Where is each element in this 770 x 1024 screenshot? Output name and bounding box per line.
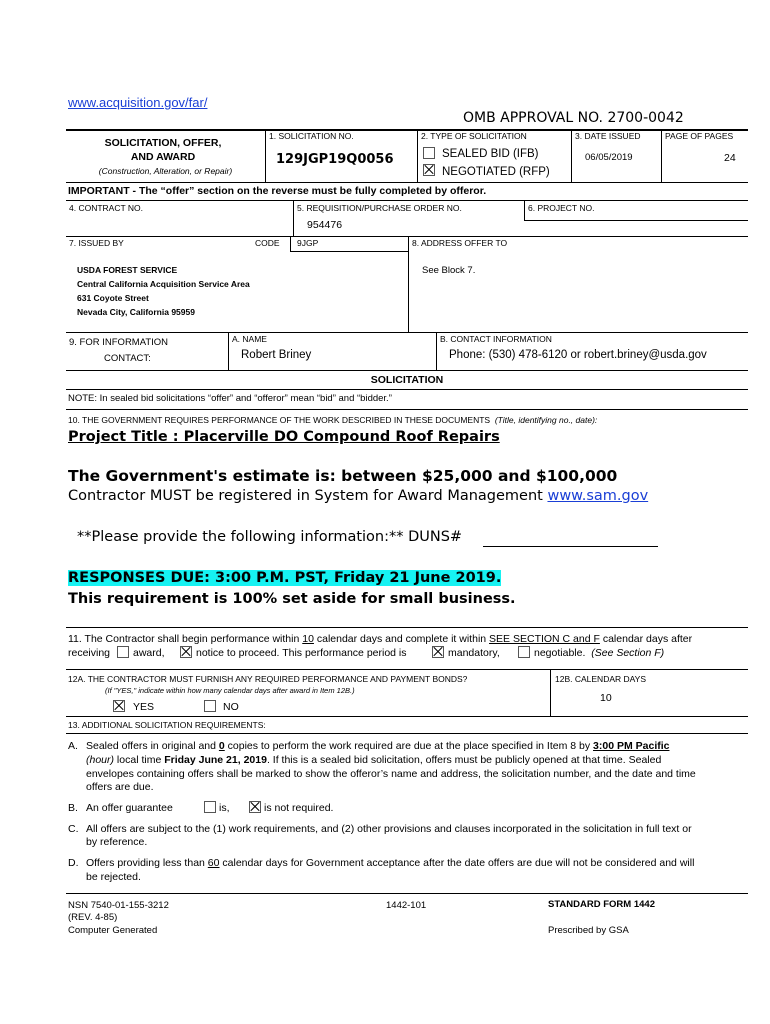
item-d-letter: D.: [68, 857, 79, 869]
item-d-days: 60: [207, 857, 220, 869]
award-label: award,: [133, 647, 165, 659]
bonds-yes-checkbox[interactable]: [113, 700, 125, 712]
divider: [66, 389, 748, 390]
divider: [228, 332, 229, 370]
guarantee-is-checkbox[interactable]: [204, 801, 216, 813]
negotiable-text: negotiable.: [534, 647, 586, 659]
box6-label: 6. PROJECT NO.: [528, 203, 595, 213]
box12a-sublabel: (If "YES," indicate within how many calendar days after award in Item 12B.): [105, 686, 355, 695]
solicitation-heading: SOLICITATION: [370, 374, 444, 386]
item-a-letter: A.: [68, 740, 78, 752]
address-offer-to: See Block 7.: [422, 265, 476, 276]
box13-label: 13. ADDITIONAL SOLICITATION REQUIREMENTS:: [68, 720, 266, 730]
negotiable-checkbox[interactable]: [518, 646, 530, 658]
issuer-line1: USDA FOREST SERVICE: [77, 265, 178, 275]
item-a-date: Friday June 21, 2019: [164, 754, 267, 766]
bonds-yes-label: YES: [133, 701, 155, 713]
divider: [661, 129, 662, 182]
negotiable-label: [534, 647, 664, 659]
sealed-bid-checkbox[interactable]: [423, 147, 435, 159]
sam-link[interactable]: www.sam.gov: [547, 488, 649, 504]
form-title-line1: SOLICITATION, OFFER,: [104, 137, 222, 149]
project-title: Project Title : Placerville DO Compound Roof Repairs: [68, 429, 500, 445]
box8-label: 8. ADDRESS OFFER TO: [412, 238, 508, 248]
pages-label: PAGE OF PAGES: [665, 131, 734, 141]
item-d-text1: Offers providing less than: [86, 857, 208, 869]
box10-label-italic: (Title, identifying no., date):: [494, 415, 598, 425]
box11-line1: [68, 633, 692, 645]
divider: [66, 332, 748, 333]
notice-label: notice to proceed. This performance period is: [196, 647, 407, 659]
box11-days: 10: [302, 633, 314, 645]
box1-label: 1. SOLICITATION NO.: [269, 131, 354, 141]
requisition-number: 954476: [307, 219, 343, 231]
item-a-line1: [86, 740, 669, 752]
box9b-label: B. CONTACT INFORMATION: [440, 334, 552, 344]
important-notice: IMPORTANT - The “offer” section on the reverse must be fully completed by offeror.: [68, 185, 487, 197]
item-b-letter: B.: [68, 802, 78, 814]
box2-label: 2. TYPE OF SOLICITATION: [421, 131, 527, 141]
sam-text: Contractor MUST be registered in System for Award Management: [68, 488, 548, 504]
item-d-line2: be rejected.: [86, 871, 141, 883]
box11-text3: calendar days after: [599, 633, 693, 645]
issuer-line2: Central California Acquisition Service Area: [77, 279, 250, 289]
guarantee-not-label: is not required.: [264, 802, 334, 814]
code-label: CODE: [255, 238, 280, 248]
item-a-hour: (hour): [86, 754, 115, 766]
divider: [66, 733, 748, 734]
box4-label: 4. CONTRACT NO.: [69, 203, 143, 213]
box5-label: 5. REQUISITION/PURCHASE ORDER NO.: [297, 203, 462, 213]
footer-generated: Computer Generated: [68, 925, 158, 936]
divider: [66, 182, 748, 183]
divider: [66, 236, 748, 237]
item-c-line2: by reference.: [86, 836, 148, 848]
divider: [417, 129, 418, 182]
divider: [66, 627, 748, 628]
box11-text1: 11. The Contractor shall begin performance within: [68, 633, 303, 645]
divider: [66, 370, 748, 371]
box7-label: 7. ISSUED BY: [69, 238, 124, 248]
form-top-border: [66, 129, 748, 131]
box9-label1: 9. FOR INFORMATION: [69, 337, 169, 348]
solicitation-number: 129JGP19Q0056: [276, 152, 394, 167]
bonds-no-label: NO: [223, 701, 239, 713]
sam-requirement: [68, 488, 648, 504]
notice-to-proceed-checkbox[interactable]: [180, 646, 192, 658]
page-count: 24: [724, 152, 736, 164]
box12a-label: 12A. THE CONTRACTOR MUST FURNISH ANY REQUIRED PERFORMANCE AND PAYMENT BONDS?: [68, 674, 468, 684]
far-link[interactable]: www.acquisition.gov/far/: [68, 95, 208, 110]
item-a-text2: copies to perform the work required are due at the place specified in Item 8 by: [224, 740, 594, 752]
box10-label-text: 10. THE GOVERNMENT REQUIRES PERFORMANCE OF THE WORK DESCRIBED IN THESE DOCUMENTS: [68, 415, 491, 425]
footer-prescribed: Prescribed by GSA: [548, 925, 629, 936]
issuer-line3: 631 Coyote Street: [77, 293, 149, 303]
sealed-bid-label: SEALED BID (IFB): [442, 148, 539, 160]
item-c-line1: All offers are subject to the (1) work requirements, and (2) other provisions and clauses incorporated in the solicitation in full text or: [86, 823, 692, 835]
duns-prompt: **Please provide the following information:** DUNS#: [77, 529, 463, 545]
receiving-label: receiving: [68, 647, 111, 659]
award-checkbox[interactable]: [117, 646, 129, 658]
divider: [524, 200, 525, 220]
responses-due-text: RESPONSES DUE: 3:00 P.M. PST, Friday 21 June 2019.: [68, 570, 502, 586]
item-a-line2: [86, 754, 661, 766]
form-title-line2: AND AWARD: [130, 151, 196, 163]
item-a-text3: local time: [114, 754, 165, 766]
divider: [524, 220, 748, 221]
item-a-line4: offers are due.: [86, 781, 154, 793]
footer-rule: [66, 893, 748, 894]
footer-code: 1442-101: [386, 900, 427, 911]
note: NOTE: In sealed bid solicitations “offer” and “offeror” mean “bid” and “bidder.”: [68, 393, 392, 404]
mandatory-checkbox[interactable]: [432, 646, 444, 658]
box3-label: 3. DATE ISSUED: [575, 131, 641, 141]
item-a-text4: . If this is a sealed bid solicitation, offers must be publicly opened at that time. Sealed: [266, 754, 662, 766]
footer-form-name: STANDARD FORM 1442: [548, 899, 655, 910]
box9-label2: CONTACT:: [104, 353, 151, 364]
box11-text2: calendar days and complete it within: [313, 633, 490, 645]
contact-info: Phone: (530) 478-6120 or robert.briney@usda.gov: [449, 349, 707, 361]
divider: [66, 716, 748, 717]
item-d-text2: calendar days for Government acceptance after the date offers are due will not be considered and will: [219, 857, 695, 869]
item-a-line3: envelopes containing offers shall be marked to show the offeror’s name and address, the solicitation number, and the date and time: [86, 768, 696, 780]
footer-nsn: NSN 7540-01-155-3212: [68, 900, 169, 911]
divider: [436, 332, 437, 370]
item-b-text: An offer guarantee: [86, 802, 173, 814]
item-a-time: 3:00 PM Pacific: [593, 740, 670, 752]
set-aside: This requirement is 100% set aside for small business.: [68, 591, 516, 607]
item-d-line1: [86, 857, 694, 869]
issuer-code: 9JGP: [297, 238, 319, 248]
divider: [290, 251, 408, 252]
bonds-no-checkbox[interactable]: [204, 700, 216, 712]
negotiated-checkbox[interactable]: [423, 164, 435, 176]
item-a-copies: 0: [218, 740, 225, 752]
footer-rev: (REV. 4-85): [68, 912, 118, 923]
duns-input-line[interactable]: [483, 546, 658, 547]
divider: [550, 669, 551, 716]
divider: [408, 236, 409, 332]
omb-approval: OMB APPROVAL NO. 2700-0042: [463, 110, 684, 126]
calendar-days: 10: [600, 692, 612, 704]
item-a-text1: Sealed offers in original and: [86, 740, 219, 752]
contact-name: Robert Briney: [241, 349, 312, 361]
guarantee-not-checkbox[interactable]: [249, 801, 261, 813]
box9a-label: A. NAME: [232, 334, 267, 344]
box11-see: SEE SECTION C and F: [489, 633, 600, 645]
see-section-f: (See Section F): [591, 647, 665, 659]
divider: [265, 129, 266, 182]
divider: [293, 200, 294, 236]
negotiated-label: NEGOTIATED (RFP): [442, 166, 550, 178]
divider: [66, 409, 748, 410]
responses-due: [68, 570, 501, 586]
divider: [290, 236, 291, 251]
issuer-line4: Nevada City, California 95959: [77, 307, 195, 317]
divider: [571, 129, 572, 182]
box10-label: [68, 415, 597, 425]
form-subtitle: (Construction, Alteration, or Repair): [98, 166, 233, 176]
government-estimate: The Government's estimate is: between $25,000 and $100,000: [68, 467, 618, 485]
mandatory-label: mandatory,: [448, 647, 500, 659]
date-issued: 06/05/2019: [585, 152, 633, 163]
box12b-label: 12B. CALENDAR DAYS: [555, 674, 647, 684]
divider: [66, 200, 748, 201]
guarantee-is-label: is,: [219, 802, 230, 814]
divider: [66, 669, 748, 670]
item-c-letter: C.: [68, 823, 79, 835]
